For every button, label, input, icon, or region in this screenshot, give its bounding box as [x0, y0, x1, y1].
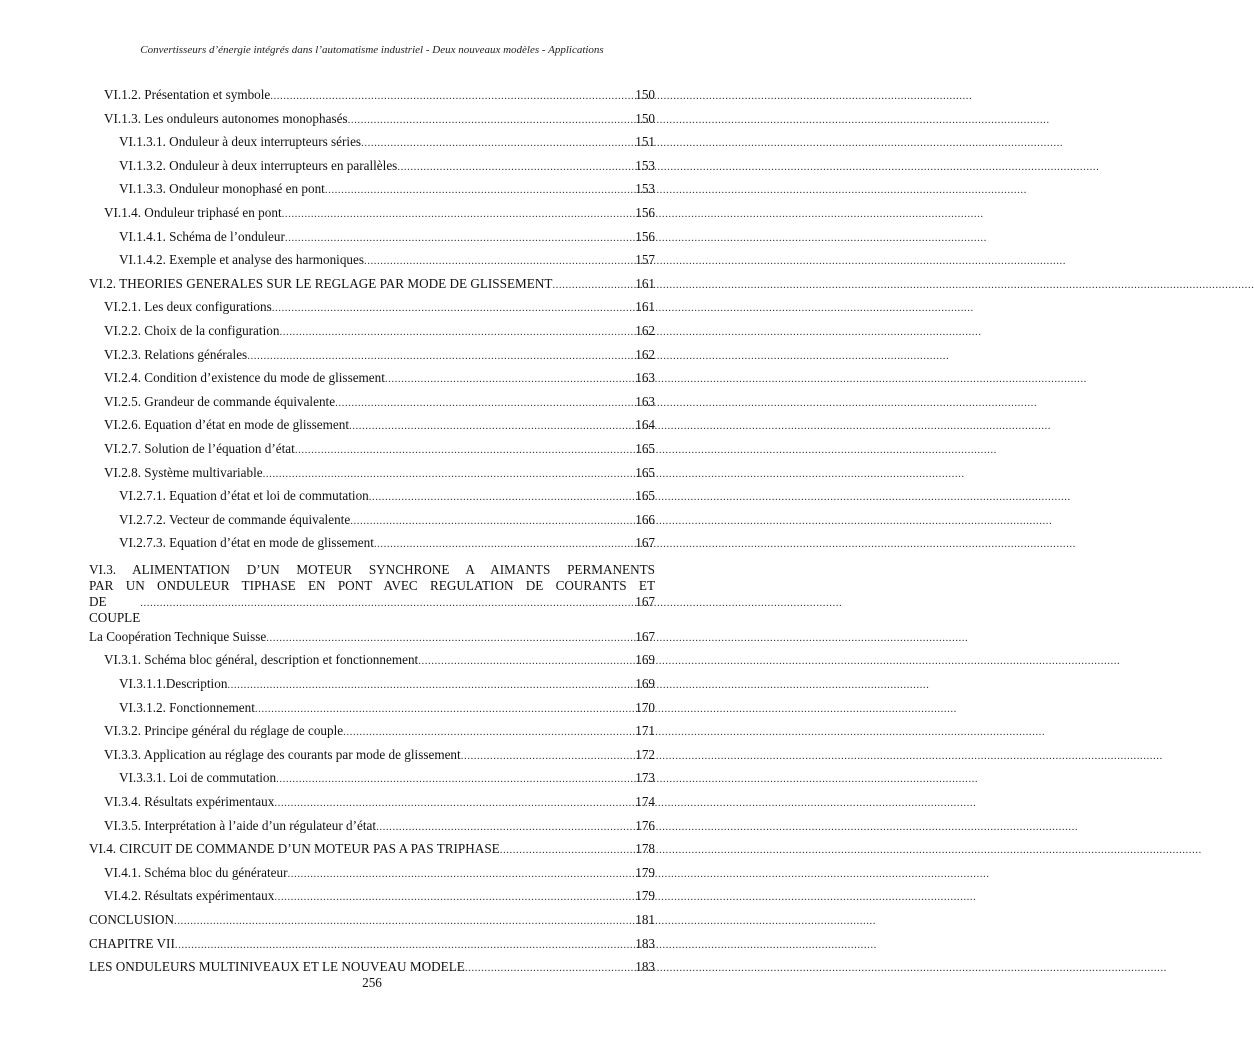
toc-entry-title: VI.3.1.2. Fonctionnement — [119, 699, 255, 715]
running-header: Convertisseurs d’énergie intégrés dans l’automatisme industriel - Deux nouveaux modèles - Applications — [140, 44, 604, 56]
toc-entry-title: VI.3.4. Résultats expérimentaux — [104, 794, 275, 810]
toc-entry-title: VI.1.4.2. Exemple et analyse des harmoniques — [119, 252, 364, 268]
toc-entry-page: 153 — [635, 181, 655, 197]
dot-leader — [274, 797, 634, 809]
toc-entry-title: VI.3.3.1. Loi de commutation — [119, 770, 277, 786]
toc-entry[interactable] — [89, 370, 655, 394]
dot-leader — [174, 915, 634, 927]
toc-entry-multiline[interactable] — [89, 559, 655, 629]
toc-entry-title: VI.2.8. Système multivariable — [104, 464, 263, 480]
dot-leader — [295, 444, 634, 456]
toc-entry-title: VI.2.2. Choix de la configuration — [104, 322, 280, 338]
toc-entry-page: 162 — [635, 322, 655, 338]
toc-entry-title: VI.1.4.1. Schéma de l’onduleur — [119, 228, 285, 244]
toc-entry[interactable] — [89, 818, 655, 842]
dot-leader — [343, 726, 634, 738]
toc-entry-title: VI.3.5. Interprétation à l’aide d’un régulateur d’état — [104, 817, 377, 833]
toc-entry-page: 172 — [635, 746, 655, 762]
toc-entry-page: 165 — [635, 440, 655, 456]
toc-entry-title: LES ONDULEURS MULTINIVEAUX ET LE NOUVEAU MODELE — [89, 959, 465, 975]
toc-entry-title-line-1: VI.3. ALIMENTATION D’UN MOTEUR SYNCHRONE A AIMANTS PERMANENTS — [89, 561, 655, 577]
table-of-contents — [89, 87, 655, 983]
toc-entry-page: 150 — [635, 110, 655, 126]
toc-entry[interactable] — [89, 417, 655, 441]
toc-entry-page: 170 — [635, 699, 655, 715]
dot-leader — [369, 491, 634, 503]
toc-entry-title: VI.1.4. Onduleur triphasé en pont — [104, 204, 282, 220]
toc-entry-page: 174 — [635, 794, 655, 810]
toc-entry-title: VI.2.6. Equation d’état en mode de glissement — [104, 417, 350, 433]
toc-entry-page: 169 — [635, 652, 655, 668]
dot-leader — [465, 962, 634, 974]
toc-entry-title: VI.2.5. Grandeur de commande équivalente — [104, 393, 336, 409]
toc-entry-page: 166 — [635, 511, 655, 527]
toc-entry[interactable] — [89, 299, 655, 323]
toc-entry[interactable] — [89, 134, 655, 158]
toc-entry[interactable] — [89, 465, 655, 489]
toc-entry-page: 183 — [635, 935, 655, 951]
toc-entry-title: VI.3.2. Principe général du réglage de couple — [104, 723, 344, 739]
dot-leader — [263, 468, 635, 480]
dot-leader — [500, 844, 635, 856]
toc-entry[interactable] — [89, 770, 655, 794]
toc-entry-title: VI.3.1.1.Description — [119, 676, 228, 692]
toc-entry[interactable] — [89, 512, 655, 536]
toc-entry-title: VI.1.3. Les onduleurs autonomes monophasés — [104, 110, 348, 126]
toc-entry-title: VI.3.1. Schéma bloc général, description et fonctionnement — [104, 652, 419, 668]
dot-leader — [279, 326, 634, 338]
toc-entry[interactable] — [89, 87, 655, 111]
toc-entry[interactable] — [89, 323, 655, 347]
toc-entry[interactable] — [89, 394, 655, 418]
toc-entry-page: 167 — [635, 593, 655, 609]
toc-entry[interactable] — [89, 347, 655, 371]
toc-entry[interactable] — [89, 912, 655, 936]
toc-entry-page: 178 — [635, 841, 655, 857]
toc-entry-title: VI.1.3.3. Onduleur monophasé en pont — [119, 181, 325, 197]
dot-leader — [140, 595, 634, 611]
toc-entry-title: VI.3.3. Application au réglage des courants par mode de glissement — [104, 746, 461, 762]
toc-entry[interactable] — [89, 723, 655, 747]
dot-leader — [227, 679, 634, 691]
toc-entry[interactable] — [89, 205, 655, 229]
toc-entry-title: VI.1.3.1. Onduleur à deux interrupteurs séries — [119, 134, 362, 150]
dot-leader — [349, 420, 634, 432]
toc-entry-title: VI.2.7.1. Equation d’état et loi de commutation — [119, 488, 369, 504]
dot-leader — [348, 114, 635, 126]
toc-entry-page: 164 — [635, 417, 655, 433]
dot-leader — [282, 208, 635, 220]
dot-leader — [247, 350, 634, 362]
dot-leader — [397, 161, 634, 173]
toc-entry[interactable] — [89, 936, 655, 960]
toc-entry[interactable] — [89, 676, 655, 700]
toc-entry-title: VI.1.2. Présentation et symbole — [104, 87, 271, 102]
toc-entry[interactable] — [89, 111, 655, 135]
dot-leader — [274, 891, 634, 903]
toc-entry-title: VI.4.2. Résultats expérimentaux — [104, 888, 275, 904]
toc-entry-title: CONCLUSION — [89, 912, 174, 927]
dot-leader — [276, 773, 634, 785]
toc-entry-page: 167 — [635, 628, 655, 644]
toc-entry[interactable] — [89, 441, 655, 465]
dot-leader — [287, 868, 634, 880]
toc-part-2 — [89, 629, 655, 983]
toc-entry[interactable] — [89, 865, 655, 889]
toc-entry-title-line-2: PAR UN ONDULEUR TIPHASE EN PONT AVEC REGULATION DE COURANTS ET — [89, 577, 655, 593]
dot-leader — [374, 538, 634, 550]
toc-entry-page: 165 — [635, 488, 655, 504]
toc-entry[interactable] — [89, 158, 655, 182]
toc-entry-title: VI.2. THEORIES GENERALES SUR LE REGLAGE PAR MODE DE GLISSEMENT — [89, 275, 553, 291]
toc-entry-page: 167 — [635, 535, 655, 551]
toc-entry[interactable] — [89, 841, 655, 865]
toc-entry-page: 173 — [635, 770, 655, 786]
toc-entry-page: 162 — [635, 346, 655, 362]
dot-leader — [270, 90, 634, 102]
toc-entry[interactable] — [89, 535, 655, 559]
toc-entry-page: 163 — [635, 370, 655, 386]
toc-entry-page: 181 — [635, 912, 655, 927]
toc-entry[interactable] — [89, 229, 655, 253]
dot-leader — [418, 655, 634, 667]
toc-entry-page: 161 — [635, 299, 655, 315]
toc-entry-title: La Coopération Technique Suisse — [89, 628, 267, 644]
toc-entry-title: VI.2.1. Les deux configurations — [104, 299, 272, 315]
toc-entry-title: VI.2.7. Solution de l’équation d’état — [104, 440, 295, 456]
dot-leader — [361, 137, 634, 149]
dot-leader — [335, 397, 634, 409]
toc-part-1 — [89, 87, 655, 559]
toc-entry-title: CHAPITRE VII — [89, 935, 175, 951]
toc-entry-page: 161 — [635, 275, 655, 291]
toc-entry-title: VI.2.7.3. Equation d’état en mode de glissement — [119, 535, 374, 551]
toc-entry-page: 179 — [635, 888, 655, 904]
dot-leader — [272, 302, 634, 314]
toc-entry[interactable] — [89, 252, 655, 276]
toc-entry-page: 165 — [635, 464, 655, 480]
toc-entry-page: 156 — [635, 228, 655, 244]
dot-leader — [325, 184, 634, 196]
dot-leader — [285, 232, 634, 244]
toc-entry-page: 151 — [635, 134, 655, 150]
toc-entry-page: 163 — [635, 393, 655, 409]
dot-leader — [175, 939, 634, 951]
dot-leader — [385, 373, 634, 385]
toc-entry-page: 157 — [635, 252, 655, 268]
toc-entry-title-line-3: DE COUPLE — [89, 593, 141, 625]
toc-entry-title: VI.2.3. Relations générales — [104, 346, 248, 362]
toc-entry[interactable] — [89, 700, 655, 724]
dot-leader — [364, 255, 634, 267]
page-number: 256 — [362, 975, 382, 990]
toc-entry-page: 183 — [635, 959, 655, 975]
toc-entry[interactable] — [89, 488, 655, 512]
toc-entry-title: VI.4.1. Schéma bloc du générateur — [104, 864, 288, 880]
toc-entry[interactable] — [89, 888, 655, 912]
toc-entry[interactable] — [89, 747, 655, 771]
toc-entry-title: VI.2.4. Condition d’existence du mode de glissement — [104, 370, 385, 386]
toc-entry[interactable] — [89, 794, 655, 818]
dot-leader — [255, 703, 634, 715]
toc-entry[interactable] — [89, 629, 655, 653]
toc-entry-page: 150 — [635, 87, 655, 102]
toc-entry-page: 156 — [635, 204, 655, 220]
dot-leader — [461, 750, 635, 762]
toc-entry[interactable] — [89, 276, 655, 300]
toc-entry-title: VI.1.3.2. Onduleur à deux interrupteurs en parallèles — [119, 157, 398, 173]
toc-entry[interactable] — [89, 652, 655, 676]
toc-entry-page: 179 — [635, 864, 655, 880]
dot-leader — [552, 279, 634, 291]
toc-entry-page: 176 — [635, 817, 655, 833]
dot-leader — [376, 821, 634, 833]
dot-leader — [266, 632, 634, 644]
toc-entry-title: VI.4. CIRCUIT DE COMMANDE D’UN MOTEUR PAS A PAS TRIPHASE — [89, 841, 500, 857]
toc-entry-title: VI.2.7.2. Vecteur de commande équivalente — [119, 511, 351, 527]
toc-entry[interactable] — [89, 181, 655, 205]
toc-entry-page: 153 — [635, 157, 655, 173]
toc-entry-page: 171 — [635, 723, 655, 739]
dot-leader — [350, 515, 634, 527]
toc-entry-page: 169 — [635, 676, 655, 692]
